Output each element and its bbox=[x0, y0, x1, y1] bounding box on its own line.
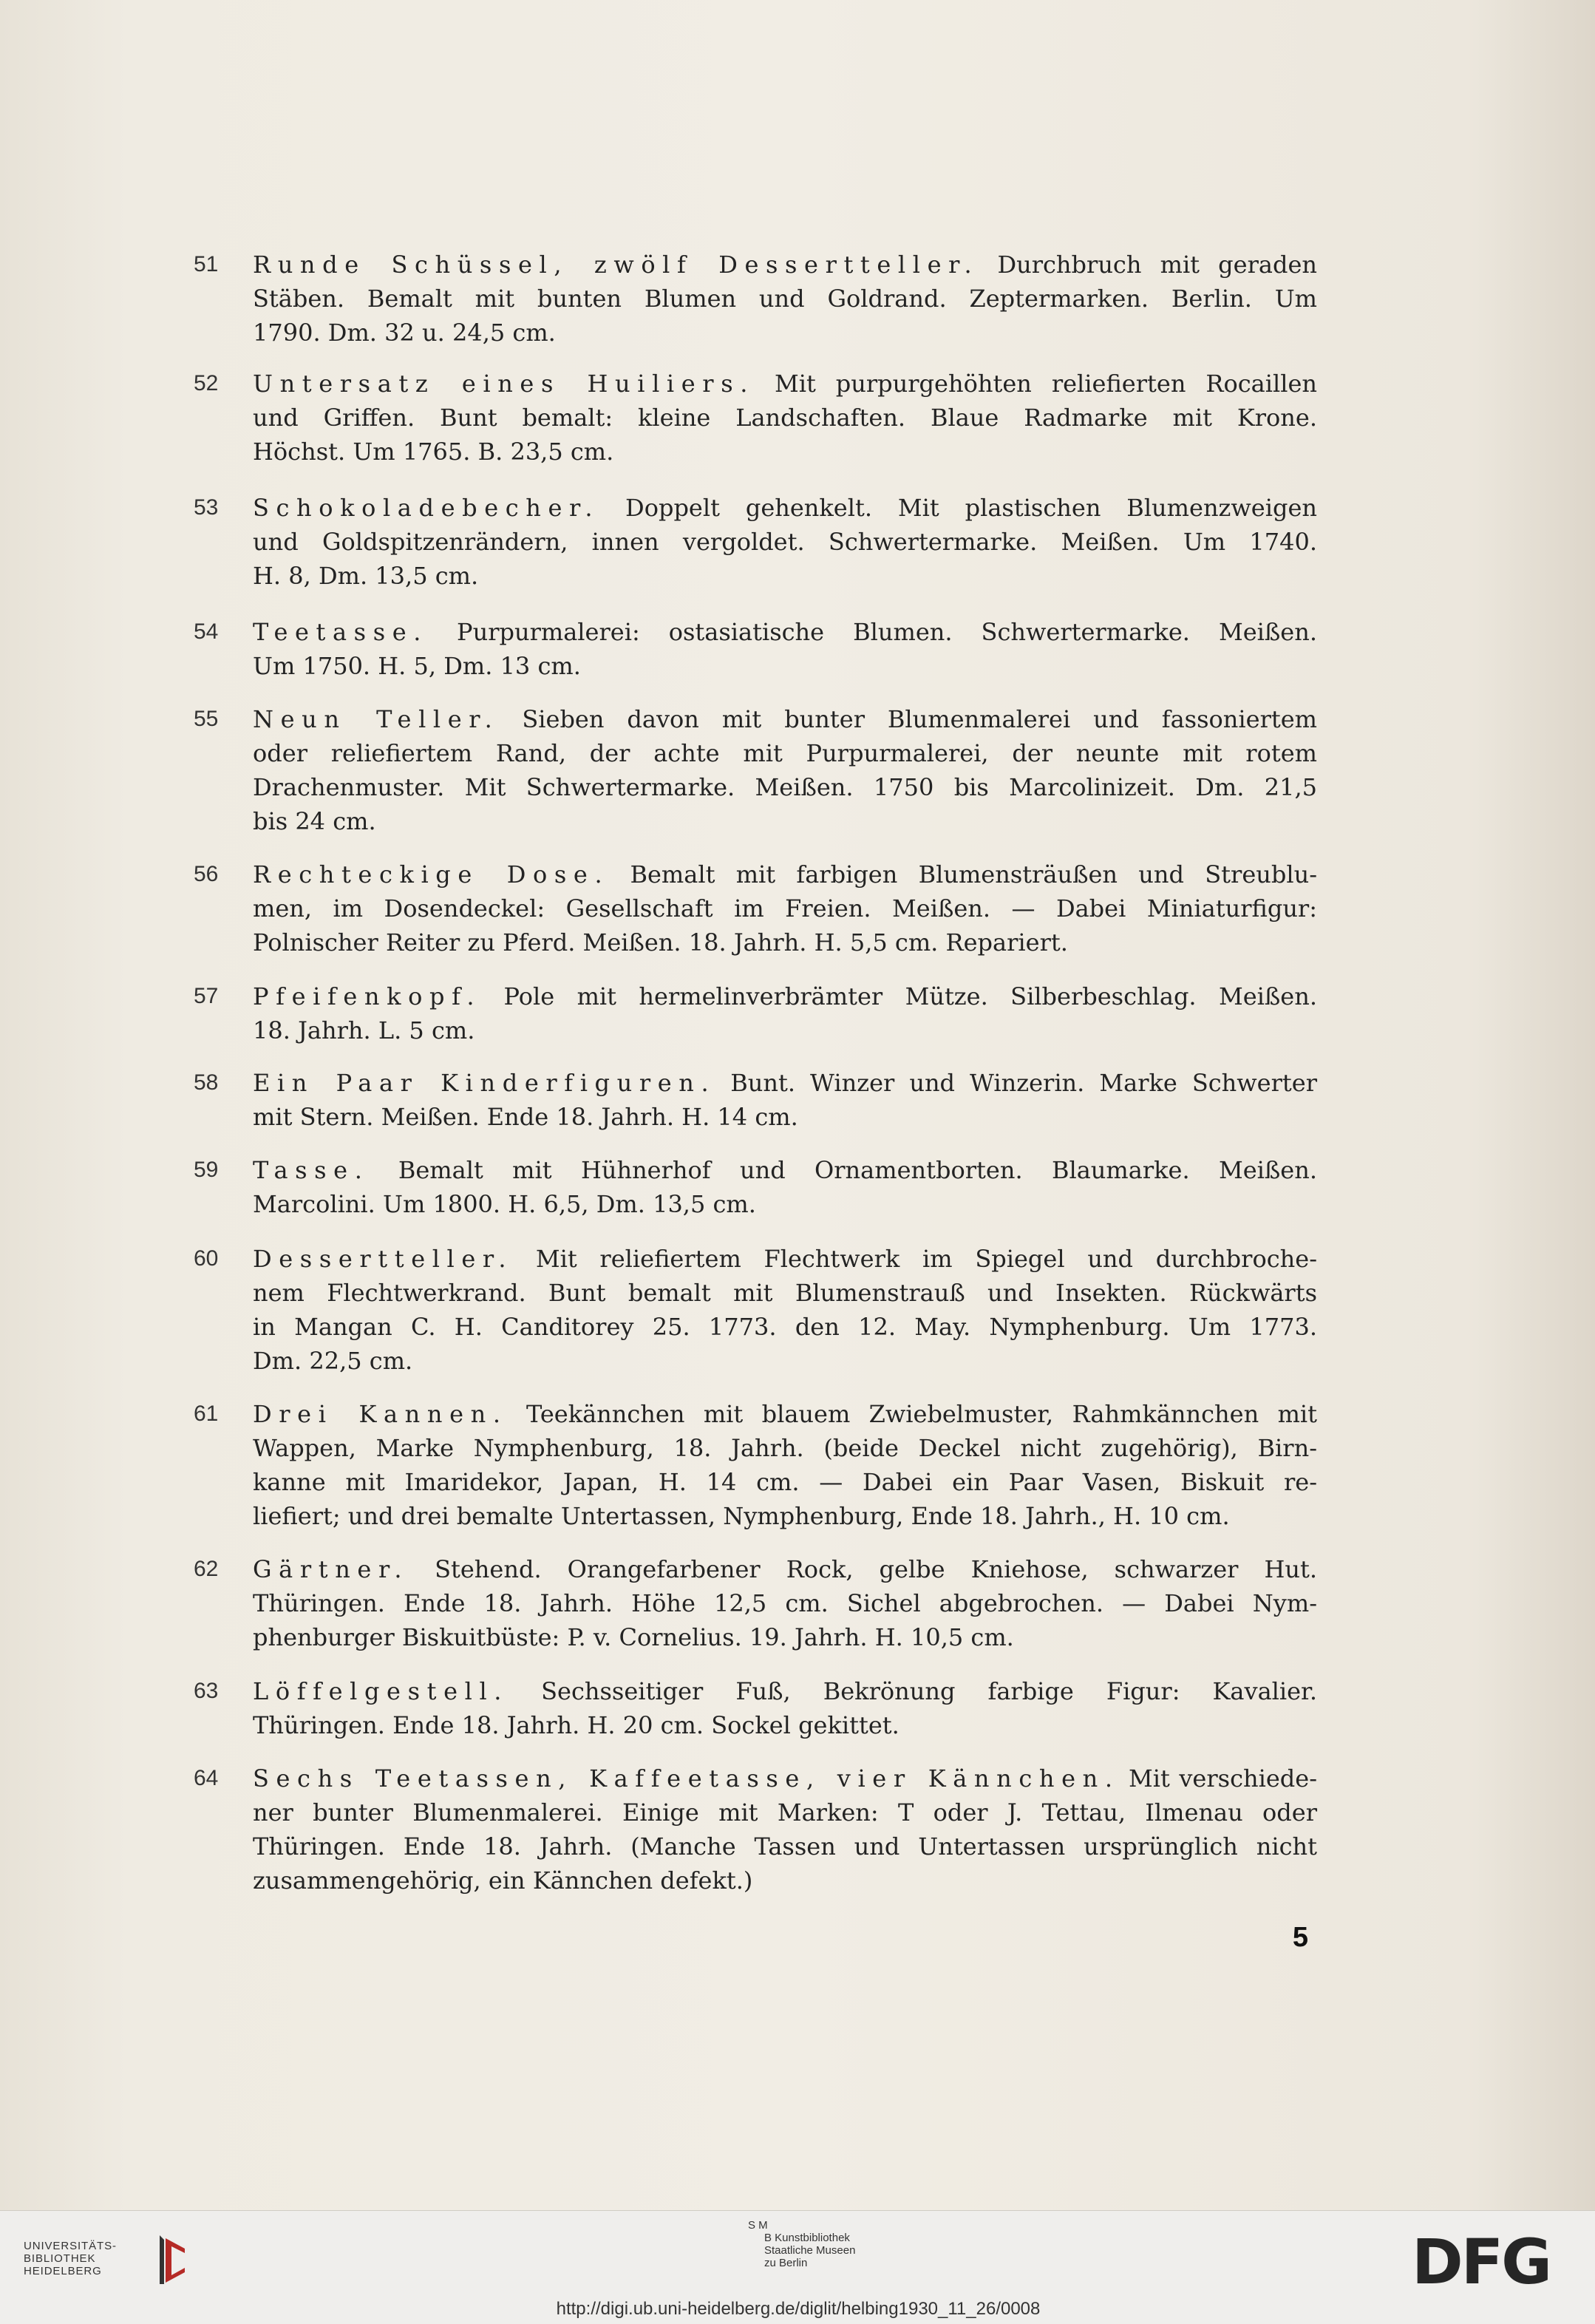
entry-line bbox=[253, 248, 1317, 282]
entry-description bbox=[253, 1153, 1317, 1221]
entry-description bbox=[253, 857, 1317, 959]
entry-line bbox=[253, 1552, 1317, 1586]
entry-description bbox=[253, 248, 1317, 350]
entry-title: Rechteckige Dose. bbox=[253, 860, 610, 889]
library-line: BIBLIOTHEK bbox=[24, 2252, 96, 2265]
entry-line bbox=[253, 1761, 1317, 1795]
entry-line: Drachenmuster. Mit Schwertermarke. Meißen. 1750 bis Marcolinizeit. Dm. 21,5 bbox=[253, 773, 1317, 801]
catalog-entry bbox=[194, 1242, 1317, 1378]
catalog-entry bbox=[194, 1761, 1317, 1897]
entry-text: Doppelt gehenkelt. Mit plastischen Blumenzweigen bbox=[599, 494, 1317, 522]
entry-title: Ein Paar Kinderfiguren. bbox=[253, 1069, 716, 1097]
entry-line: in Mangan C. H. Canditorey 25. 1773. den 12. May. Nymphenburg. Um 1773. bbox=[253, 1313, 1317, 1341]
entry-line: 1790. Dm. 32 u. 24,5 cm. bbox=[253, 319, 556, 347]
entry-title: Teetasse. bbox=[253, 618, 429, 646]
entry-title: Sechs Teetassen, Kaffeetasse, vier Kännchen. bbox=[253, 1764, 1120, 1793]
catalog-entry bbox=[194, 857, 1317, 959]
entry-description bbox=[253, 367, 1317, 469]
entry-text: Sieben davon mit bunter Blumenmalerei und fassoniertem bbox=[499, 705, 1318, 733]
entry-text: Purpurmalerei: ostasiatische Blumen. Schwertermarke. Meißen. bbox=[428, 618, 1317, 646]
entry-text: Mit verschiede- bbox=[1119, 1764, 1317, 1793]
library-line: HEIDELBERG bbox=[24, 2265, 102, 2277]
staatliche-museen-label bbox=[748, 2219, 896, 2269]
entry-line bbox=[253, 1066, 1317, 1100]
entry-text: Teekännchen mit blauem Zwiebelmuster, Rahmkännchen mit bbox=[507, 1400, 1318, 1428]
entry-description bbox=[253, 1242, 1317, 1378]
entry-text: Pole mit hermelinverbrämter Mütze. Silberbeschlag. Meißen. bbox=[481, 982, 1317, 1010]
entry-text: Mit reliefiertem Flechtwerk im Spiegel und durchbroche- bbox=[513, 1245, 1317, 1273]
entry-line: Thüringen. Ende 18. Jahrh. (Manche Tassen und Untertassen ursprünglich nicht bbox=[253, 1832, 1317, 1861]
entry-number: 63 bbox=[194, 1679, 219, 1703]
catalog-entry bbox=[194, 1066, 1317, 1134]
source-url-link[interactable]: http://digi.ub.uni-heidelberg.de/diglit/helbing1930_11_26/0008 bbox=[556, 2299, 1041, 2319]
entry-text: Durchbruch mit geraden bbox=[979, 251, 1317, 279]
entry-line: Um 1750. H. 5, Dm. 13 cm. bbox=[253, 652, 581, 680]
entry-number: 55 bbox=[194, 707, 219, 731]
entry-line bbox=[253, 367, 1317, 401]
university-library-logo-icon bbox=[149, 2231, 194, 2289]
entry-line: ner bunter Blumenmalerei. Einige mit Marken: T oder J. Tettau, Ilmenau oder bbox=[253, 1798, 1317, 1827]
entry-line bbox=[253, 615, 1317, 649]
entry-line bbox=[253, 1674, 1317, 1708]
entry-line bbox=[253, 1153, 1317, 1187]
entry-number: 60 bbox=[194, 1246, 219, 1271]
entry-line: Thüringen. Ende 18. Jahrh. H. 20 cm. Sockel gekittet. bbox=[253, 1711, 899, 1739]
entry-line: bis 24 cm. bbox=[253, 807, 376, 835]
entry-line: nem Flechtwerkrand. Bunt bemalt mit Blumenstrauß und Insekten. Rückwärts bbox=[253, 1279, 1317, 1307]
catalog-entry bbox=[194, 248, 1317, 350]
entry-number: 58 bbox=[194, 1070, 219, 1095]
entry-number: 62 bbox=[194, 1557, 219, 1581]
entry-title: Schokoladebecher. bbox=[253, 494, 600, 522]
entry-line: men, im Dosendeckel: Gesellschaft im Freien. Meißen. — Dabei Miniaturfigur: bbox=[253, 894, 1317, 923]
sm-line: S M bbox=[748, 2219, 768, 2232]
entry-line: Stäben. Bemalt mit bunten Blumen und Goldrand. Zeptermarken. Berlin. Um bbox=[253, 285, 1317, 313]
entry-line: oder reliefiertem Rand, der achte mit Purpurmalerei, der neunte mit rotem bbox=[253, 739, 1317, 767]
entry-description bbox=[253, 491, 1317, 593]
entry-text: Bunt. Winzer und Winzerin. Marke Schwerter bbox=[715, 1069, 1317, 1097]
catalog-entry bbox=[194, 367, 1317, 469]
entry-line bbox=[253, 857, 1317, 891]
entry-line: Dm. 22,5 cm. bbox=[253, 1347, 413, 1375]
entry-line bbox=[253, 1242, 1317, 1276]
entry-description bbox=[253, 1761, 1317, 1897]
entry-line: liefiert; und drei bemalte Untertassen, Nymphenburg, Ende 18. Jahrh., H. 10 cm. bbox=[253, 1502, 1230, 1530]
entry-text: Sechsseitiger Fuß, Bekrönung farbige Figur: Kavalier. bbox=[509, 1677, 1317, 1705]
entry-title: Untersatz eines Huiliers. bbox=[253, 370, 755, 398]
entry-title: Tasse. bbox=[253, 1156, 370, 1184]
entry-line bbox=[253, 702, 1317, 736]
sm-line: zu Berlin bbox=[764, 2257, 808, 2269]
entry-title: Drei Kannen. bbox=[253, 1400, 508, 1428]
entry-title: Neun Teller. bbox=[253, 705, 500, 733]
entry-line bbox=[253, 979, 1317, 1013]
library-line: UNIVERSITÄTS- bbox=[24, 2240, 117, 2252]
catalog-entry bbox=[194, 1397, 1317, 1533]
entry-title: Löffelgestell. bbox=[253, 1677, 509, 1705]
entry-text: Stehend. Orangefarbener Rock, gelbe Kniehose, schwarzer Hut. bbox=[409, 1555, 1317, 1583]
entry-number: 61 bbox=[194, 1401, 219, 1426]
entry-line: Thüringen. Ende 18. Jahrh. Höhe 12,5 cm. Sichel abgebrochen. — Dabei Nym- bbox=[253, 1589, 1317, 1617]
entry-number: 53 bbox=[194, 495, 219, 520]
entry-line bbox=[253, 491, 1317, 525]
entry-text: Mit purpurgehöhten reliefierten Rocaillen bbox=[755, 370, 1318, 398]
entry-line: Höchst. Um 1765. B. 23,5 cm. bbox=[253, 438, 614, 466]
entry-description bbox=[253, 1674, 1317, 1742]
entry-line: mit Stern. Meißen. Ende 18. Jahrh. H. 14 cm. bbox=[253, 1103, 798, 1131]
sm-line: Staatliche Museen bbox=[764, 2244, 856, 2257]
entry-number: 64 bbox=[194, 1766, 219, 1790]
entry-line: Wappen, Marke Nymphenburg, 18. Jahrh. (beide Deckel nicht zugehörig), Birn- bbox=[253, 1434, 1317, 1462]
entry-text: Bemalt mit Hühnerhof und Ornamentborten. Blaumarke. Meißen. bbox=[369, 1156, 1317, 1184]
catalog-entry bbox=[194, 1552, 1317, 1654]
entry-line: 18. Jahrh. L. 5 cm. bbox=[253, 1016, 475, 1044]
dfg-logo: DFG bbox=[1412, 2226, 1551, 2298]
catalog-entry bbox=[194, 1153, 1317, 1221]
entry-description bbox=[253, 1552, 1317, 1654]
entry-number: 51 bbox=[194, 252, 219, 276]
entry-line: phenburger Biskuitbüste: P. v. Cornelius. 19. Jahrh. H. 10,5 cm. bbox=[253, 1623, 1014, 1651]
entry-number: 52 bbox=[194, 371, 219, 395]
catalog-entry bbox=[194, 979, 1317, 1047]
entry-description bbox=[253, 979, 1317, 1047]
entry-number: 54 bbox=[194, 619, 219, 644]
entry-line: und Griffen. Bunt bemalt: kleine Landschaften. Blaue Radmarke mit Krone. bbox=[253, 404, 1317, 432]
entry-text: Bemalt mit farbigen Blumensträußen und Streublu- bbox=[609, 860, 1318, 889]
entry-number: 56 bbox=[194, 862, 219, 886]
catalog-entry bbox=[194, 615, 1317, 683]
entry-line: kanne mit Imaridekor, Japan, H. 14 cm. — Dabei ein Paar Vasen, Biskuit re- bbox=[253, 1468, 1317, 1496]
page-number: 5 bbox=[1292, 1922, 1308, 1953]
catalog-entry bbox=[194, 702, 1317, 838]
entry-title: Runde Schüssel, zwölf Dessertteller. bbox=[253, 251, 979, 279]
entry-description bbox=[253, 702, 1317, 838]
entry-line bbox=[253, 1397, 1317, 1431]
catalog-entry bbox=[194, 491, 1317, 593]
entry-description bbox=[253, 1397, 1317, 1533]
entry-description bbox=[253, 615, 1317, 683]
entry-description bbox=[253, 1066, 1317, 1134]
entry-line: H. 8, Dm. 13,5 cm. bbox=[253, 562, 479, 590]
entry-line: und Goldspitzenrändern, innen vergoldet. Schwertermarke. Meißen. Um 1740. bbox=[253, 528, 1317, 556]
entry-title: Dessertteller. bbox=[253, 1245, 514, 1273]
entry-line: Polnischer Reiter zu Pferd. Meißen. 18. Jahrh. H. 5,5 cm. Repariert. bbox=[253, 928, 1068, 957]
entry-title: Gärtner. bbox=[253, 1555, 409, 1583]
entry-line: Marcolini. Um 1800. H. 6,5, Dm. 13,5 cm. bbox=[253, 1190, 756, 1218]
entry-line: zusammengehörig, ein Kännchen defekt.) bbox=[253, 1866, 753, 1895]
sm-line: B Kunstbibliothek bbox=[764, 2232, 850, 2244]
university-library-label bbox=[24, 2240, 149, 2277]
entry-title: Pfeifenkopf. bbox=[253, 982, 482, 1010]
entry-number: 57 bbox=[194, 984, 219, 1008]
entry-number: 59 bbox=[194, 1158, 219, 1182]
catalog-entry bbox=[194, 1674, 1317, 1742]
